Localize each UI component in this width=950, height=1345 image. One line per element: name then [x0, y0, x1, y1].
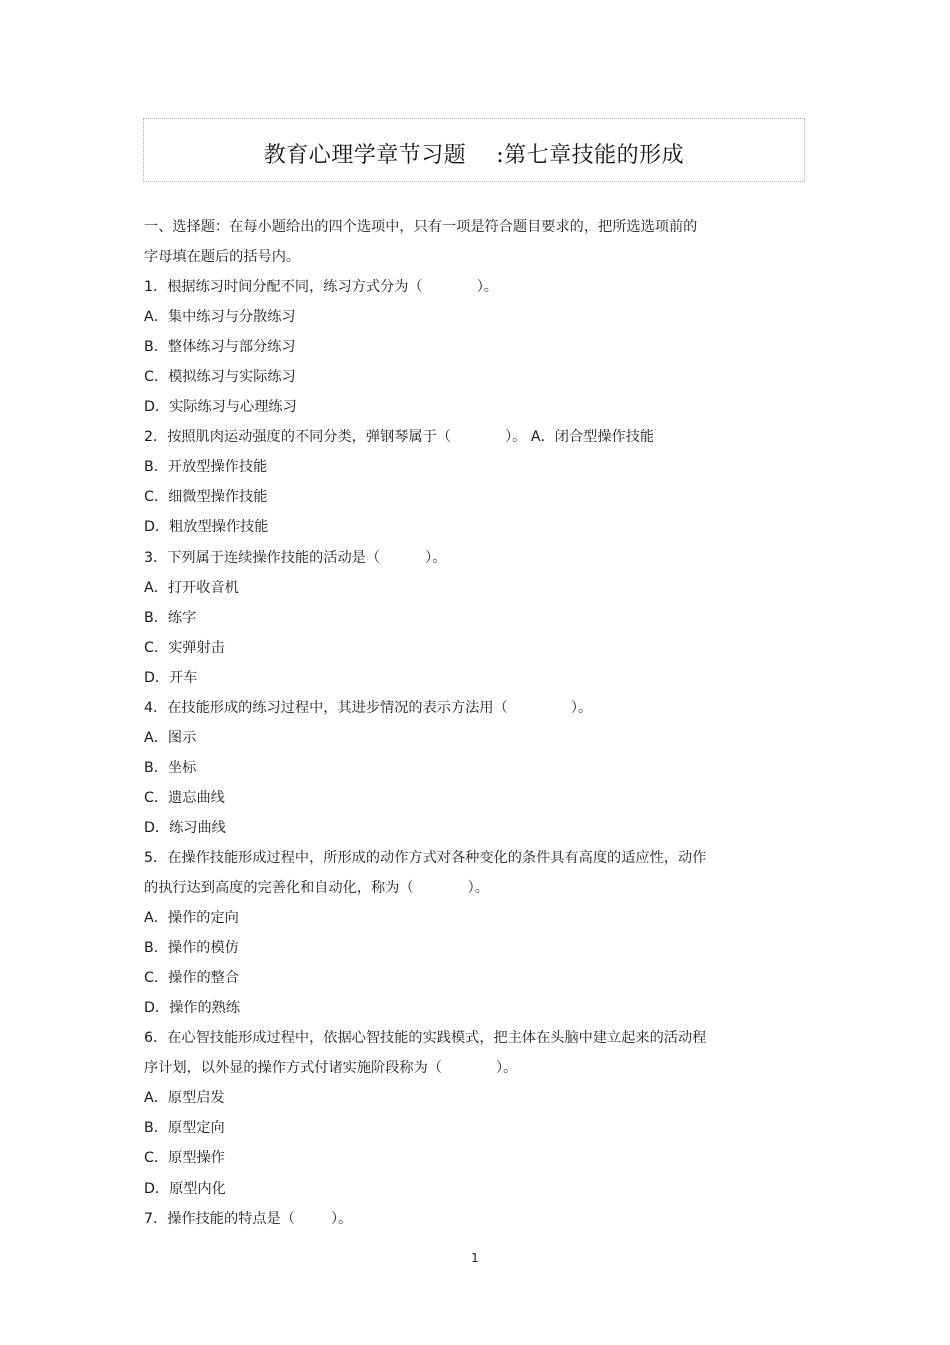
- question-3-option-d: D．开车: [144, 669, 198, 686]
- question-4-option-d: D．练习曲线: [144, 819, 226, 836]
- document-title: 教育心理学章节习题 :第七章技能的形成: [263, 143, 685, 168]
- question-content: [144, 212, 744, 1234]
- question-4-option-a: A．图示: [144, 729, 197, 746]
- question-5-option-c: C．操作的整合: [144, 970, 240, 987]
- question-6-line-1: 6．在心智技能形成过程中，依据心智技能的实践模式，把主体在头脑中建立起来的活动程: [144, 1030, 707, 1047]
- question-1-option-d: D．实际练习与心理练习: [144, 399, 297, 416]
- question-1-option-b: B．整体练习与部分练习: [144, 339, 296, 356]
- question-1-option-a: A．集中练习与分散练习: [144, 309, 296, 326]
- question-5-option-a: A．操作的定向: [144, 910, 239, 927]
- question-4: 4．在技能形成的练习过程中，其进步情况的表示方法用（ ）。: [144, 699, 593, 716]
- question-2-option-d: D．粗放型操作技能: [144, 519, 269, 536]
- section-instruction-line-1: 一、选择题：在每小题给出的四个选项中，只有一项是符合题目要求的，把所选选项前的: [144, 219, 698, 235]
- question-4-option-c: C．遗忘曲线: [144, 789, 225, 806]
- question-3-option-b: B．练字: [144, 609, 197, 626]
- page-number: 1: [471, 1251, 479, 1265]
- question-2: 2．按照肌肉运动强度的不同分类，弹钢琴属于（ ）。 A．闭合型操作技能: [144, 429, 655, 446]
- question-6-option-b: B．原型定向: [144, 1120, 225, 1137]
- question-3-option-a: A．打开收音机: [144, 579, 239, 596]
- section-instruction-line-2: 字母填在题后的括号内。: [144, 249, 301, 266]
- question-6-line-2: 序计划，以外显的操作方式付诸实施阶段称为（ ）。: [144, 1060, 518, 1077]
- question-2-option-c: C．细微型操作技能: [144, 489, 268, 506]
- title-box: [143, 118, 805, 182]
- question-2-option-b: B．开放型操作技能: [144, 459, 268, 476]
- question-1: 1．根据练习时间分配不同，练习方式分为（ ）。: [144, 279, 498, 296]
- question-6-option-a: A．原型启发: [144, 1090, 225, 1107]
- question-5-option-b: B．操作的模仿: [144, 940, 239, 957]
- question-3-option-c: C．实弹射击: [144, 639, 225, 656]
- question-5-line-1: 5．在操作技能形成过程中，所形成的动作方式对各种变化的条件具有高度的适应性，动作: [144, 849, 707, 866]
- question-3: 3．下列属于连续操作技能的活动是（ ）。: [144, 549, 447, 566]
- question-5-line-2: 的执行达到高度的完善化和自动化，称为（ ）。: [144, 880, 489, 897]
- question-6-option-c: C．原型操作: [144, 1150, 225, 1167]
- question-1-option-c: C．模拟练习与实际练习: [144, 369, 296, 386]
- question-6-option-d: D．原型内化: [144, 1180, 226, 1197]
- question-4-option-b: B．坐标: [144, 759, 197, 776]
- question-7: 7．操作技能的特点是（ ）。: [144, 1210, 353, 1227]
- question-5-option-d: D．操作的熟练: [144, 1000, 241, 1017]
